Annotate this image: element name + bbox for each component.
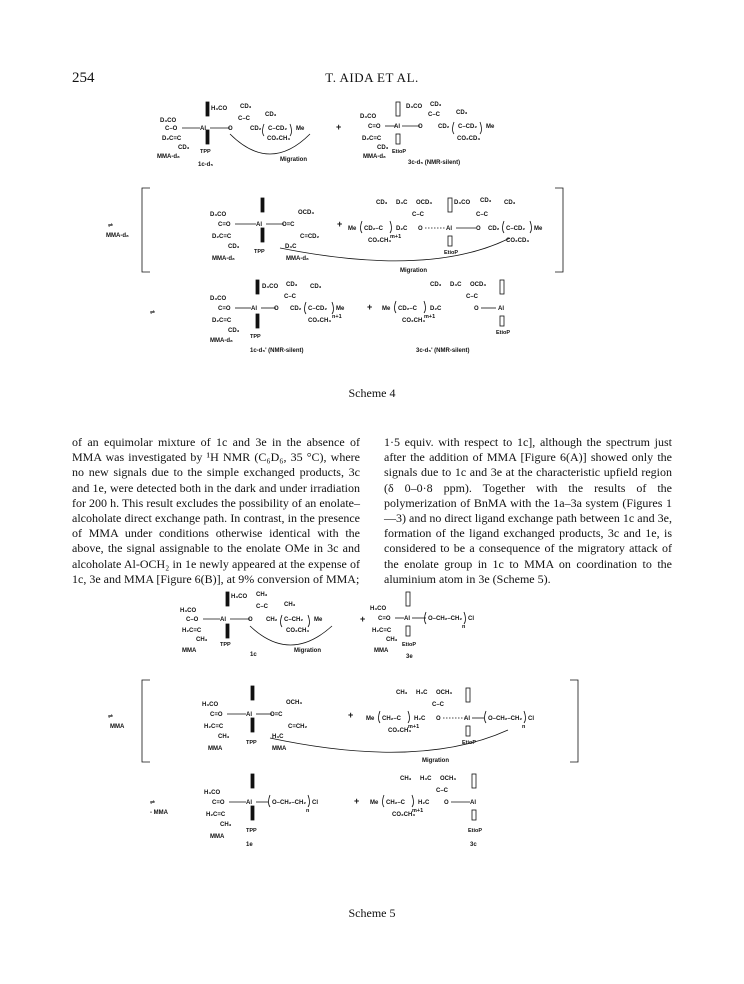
svg-text:C–C: C–C [428, 112, 441, 118]
svg-text:Me: Me [314, 617, 323, 623]
scheme-4-row1-right [360, 102, 495, 166]
svg-text:CH₃: CH₃ [400, 776, 412, 782]
svg-text:CO₂CH₃: CO₂CH₃ [267, 136, 291, 142]
scheme-4-label-1c-prime: 1c-d₅' (NMR-silent) [250, 348, 304, 354]
svg-text:C–C: C–C [284, 294, 297, 300]
svg-text:OCD₃: OCD₃ [416, 200, 433, 206]
svg-text:O: O [436, 716, 441, 722]
running-head: T. AIDA ET AL. [325, 70, 419, 85]
svg-text:C=CH₂: C=CH₂ [288, 724, 308, 730]
scheme-5-label-etiop-3: EtioP [468, 828, 483, 834]
svg-text:C–C: C–C [432, 702, 445, 708]
scheme-4-label-mma-d8-4: MMA-d₈ [212, 256, 235, 262]
svg-text:Me: Me [534, 226, 543, 232]
svg-text:CD₃: CD₃ [504, 200, 516, 206]
svg-text:Me: Me [348, 226, 357, 232]
svg-text:C–CD₂: C–CD₂ [268, 126, 288, 132]
scheme-4-label-tpp-3: TPP [250, 334, 261, 340]
svg-text:n: n [462, 624, 466, 630]
scheme-4-label-migration-2: Migration [400, 268, 427, 274]
scheme-5-row1-left [180, 592, 332, 658]
svg-text:CH₂–C: CH₂–C [386, 800, 406, 806]
svg-text:CD₂: CD₂ [250, 126, 262, 132]
svg-text:m+1: m+1 [424, 314, 436, 320]
svg-text:CO₂CH₃: CO₂CH₃ [392, 812, 416, 818]
body-text [72, 435, 672, 587]
svg-text:OCH₃: OCH₃ [440, 776, 457, 782]
scheme-4-row2-right [280, 198, 543, 274]
scheme-4-label-mma-d8-5: MMA-d₈ [286, 256, 309, 262]
svg-text:D₃CO: D₃CO [360, 114, 377, 120]
scheme-4-label-1c: 1c-d₅ [198, 162, 214, 168]
svg-text:D₃CO: D₃CO [210, 212, 227, 218]
svg-text:CH₂: CH₂ [266, 617, 278, 623]
svg-text:D₂C=C: D₂C=C [162, 136, 182, 142]
scheme-4-label-mma-d8-2: MMA-d₈ [363, 154, 386, 160]
svg-text:H₃C: H₃C [416, 690, 428, 696]
svg-text:m+1: m+1 [408, 724, 420, 730]
svg-text:Me: Me [366, 716, 375, 722]
svg-text:C–CD₂: C–CD₂ [458, 124, 478, 130]
scheme-5-label-etiop-1: EtioP [402, 642, 417, 648]
svg-text:Al: Al [246, 712, 252, 718]
svg-text:O: O [476, 226, 481, 232]
svg-text:O: O [474, 306, 479, 312]
svg-text:Al: Al [251, 306, 257, 312]
svg-text:+: + [367, 302, 373, 312]
svg-text:OCH₃: OCH₃ [436, 690, 453, 696]
svg-text:CO₂CH₃: CO₂CH₃ [308, 318, 332, 324]
svg-text:m+1: m+1 [412, 808, 424, 814]
svg-text:CH₃: CH₃ [196, 637, 208, 643]
svg-text:CD₂–C: CD₂–C [364, 226, 384, 232]
scheme-5-row1-right [370, 592, 474, 660]
svg-text:C=O: C=O [218, 306, 231, 312]
svg-text:+: + [354, 796, 360, 806]
svg-text:C=O: C=O [210, 712, 223, 718]
svg-text:Cl: Cl [528, 716, 534, 722]
scheme-5-row2-right [270, 688, 534, 764]
svg-text:CD₃: CD₃ [456, 110, 468, 116]
scheme-5-label-tpp-3: TPP [246, 828, 257, 834]
svg-text:D₂C: D₂C [396, 226, 408, 232]
scheme-5-diagram [100, 588, 650, 868]
svg-text:H₂C: H₂C [418, 800, 430, 806]
scheme-5-label-1e: 1e [246, 842, 253, 848]
svg-text:D₃CO: D₃CO [160, 118, 177, 124]
svg-text:Al: Al [446, 226, 452, 232]
scheme-4-label-mma-d8-3: MMA-d₈ [106, 233, 129, 239]
svg-text:H₃CO: H₃CO [231, 594, 248, 600]
svg-text:CO₂CH₃: CO₂CH₃ [286, 628, 310, 634]
scheme-4-row1-left [157, 102, 310, 168]
svg-text:O: O [444, 800, 449, 806]
scheme-4-row3-right [382, 280, 510, 354]
scheme-5-label-mma-4: MMA [208, 746, 223, 752]
svg-text:CD₃: CD₃ [430, 282, 442, 288]
svg-text:CD₃: CD₃ [265, 112, 277, 118]
svg-text:O–CH₂–CH₂: O–CH₂–CH₂ [428, 616, 463, 622]
svg-text:D₃C: D₃C [450, 282, 462, 288]
svg-text:OCD₃: OCD₃ [298, 210, 315, 216]
scheme-4-label-mma-d8: MMA-d₈ [157, 154, 180, 160]
svg-text:H₂C=C: H₂C=C [372, 628, 392, 634]
svg-text:D₃CO: D₃CO [454, 200, 471, 206]
scheme-5-label-1c: 1c [250, 652, 257, 658]
svg-text:D₃C: D₃C [285, 244, 297, 250]
scheme-5-row3-left [204, 774, 318, 848]
svg-text:Me: Me [486, 124, 495, 130]
svg-text:CD₃: CD₃ [430, 102, 442, 108]
svg-text:O: O [274, 306, 279, 312]
svg-text:+: + [348, 710, 354, 720]
scheme-5-label-mma-1: MMA [182, 648, 197, 654]
scheme-4-label-3c: 3c-d₅ (NMR-silent) [408, 160, 461, 166]
scheme-5-label-mma-2: MMA [374, 648, 389, 654]
svg-text:C–O: C–O [186, 617, 199, 623]
svg-text:CH₃: CH₃ [256, 592, 268, 598]
svg-text:+: + [337, 219, 343, 229]
svg-text:H₂C=C: H₂C=C [206, 812, 226, 818]
svg-text:H₂C: H₂C [414, 716, 426, 722]
scheme-4-label-etiop-3: EtioP [496, 330, 511, 336]
svg-text:C–C: C–C [412, 212, 425, 218]
svg-text:H₃CO: H₃CO [202, 702, 219, 708]
svg-text:CD₃: CD₃ [377, 145, 389, 151]
svg-text:OCH₃: OCH₃ [286, 700, 303, 706]
scheme-4-label-migration-1: Migration [280, 157, 307, 163]
svg-text:CD₂: CD₂ [488, 226, 500, 232]
svg-text:+: + [336, 122, 342, 132]
svg-text:CD₃: CD₃ [240, 104, 252, 110]
scheme-5-row3-right [370, 774, 482, 848]
svg-text:n: n [522, 724, 526, 730]
page-number: 254 [72, 70, 95, 86]
svg-text:Al: Al [200, 126, 206, 132]
svg-text:C=O: C=O [218, 222, 231, 228]
svg-text:C=O: C=O [368, 124, 381, 130]
scheme-4-caption: Scheme 4 [348, 386, 396, 400]
scheme-4-row3-left [210, 280, 345, 354]
scheme-5-label-mma-3: MMA [110, 724, 125, 730]
scheme-5-label-tpp-1: TPP [220, 642, 231, 648]
svg-text:CH₃: CH₃ [220, 822, 232, 828]
scheme-5-label-3e: 3e [406, 654, 413, 660]
svg-text:C–C: C–C [436, 788, 449, 794]
svg-text:Me: Me [382, 306, 391, 312]
scheme-5-label-etiop-2: EtioP [462, 740, 477, 746]
svg-text:m+1: m+1 [390, 234, 402, 240]
scheme-5-caption: Scheme 5 [348, 906, 396, 920]
svg-text:D₂C: D₂C [430, 306, 442, 312]
scheme-4-label-mma-d8-6: MMA-d₈ [210, 338, 233, 344]
svg-text:C–C: C–C [238, 116, 251, 122]
svg-text:C–CD₂: C–CD₂ [506, 226, 526, 232]
svg-text:C–C: C–C [256, 604, 269, 610]
svg-text:CD₃: CD₃ [480, 198, 492, 204]
svg-text:Al: Al [498, 306, 504, 312]
svg-text:C=O: C=O [212, 800, 225, 806]
scheme-4-label-tpp-1: TPP [200, 149, 211, 155]
scheme-5-label-migration-1: Migration [294, 648, 321, 654]
scheme-4-label-tpp-2: TPP [254, 249, 265, 255]
svg-text:⇌: ⇌ [108, 714, 114, 720]
scheme-5-label-minus-mma: - MMA [150, 810, 168, 816]
svg-text:CH₃: CH₃ [218, 734, 230, 740]
svg-text:+: + [360, 614, 366, 624]
svg-text:H₃C: H₃C [272, 734, 284, 740]
svg-text:⇌: ⇌ [108, 223, 114, 229]
svg-text:H₃CO: H₃CO [211, 106, 228, 112]
svg-text:CD₃: CD₃ [376, 200, 388, 206]
body-column-left: of an equimolar mixture of 1c and 3e in the absence of MMA was investigated by ¹H NMR (C₆D₆, 35 °C), where no new signals due to the simple exchanged products, 3c and 1e, were detected both in the dark and under irradiation for 200 h. This result excludes the possibility of an enolate–alcoholate direct exchange path. In contrast, in the presence of MMA under conditions otherwise identical with the above, the signal assignable to the enolate OMe in 3c and alcoholate Al-OCH₂ in 1e newly appeared at the expense of 1c, 3e and MMA [Figure 6(B)], at 9% conversion of MMA; [72, 435, 360, 586]
svg-text:CD₂: CD₂ [438, 124, 450, 130]
svg-text:O: O [248, 617, 253, 623]
scheme-4 [100, 100, 650, 370]
svg-text:H₃C: H₃C [420, 776, 432, 782]
svg-text:C–O: C–O [165, 126, 178, 132]
svg-text:CD₃: CD₃ [178, 145, 190, 151]
svg-text:Al: Al [256, 222, 262, 228]
svg-text:D₂C=C: D₂C=C [362, 136, 382, 142]
svg-text:C–CH₂: C–CH₂ [284, 617, 304, 623]
svg-text:Al: Al [246, 800, 252, 806]
svg-text:D₃CO: D₃CO [262, 284, 279, 290]
svg-text:C–C: C–C [476, 212, 489, 218]
page-header [72, 70, 672, 90]
svg-text:C=CD₂: C=CD₂ [300, 234, 320, 240]
svg-text:CD₃: CD₃ [228, 244, 240, 250]
svg-text:CO₂CH₃: CO₂CH₃ [368, 238, 392, 244]
svg-text:CD₃: CD₃ [310, 284, 322, 290]
svg-text:Me: Me [370, 800, 379, 806]
svg-text:CO₂CD₃: CO₂CD₃ [506, 238, 530, 244]
svg-text:Al: Al [220, 617, 226, 623]
svg-text:n+1: n+1 [332, 314, 342, 320]
svg-text:CH₃: CH₃ [284, 602, 296, 608]
scheme-4-label-etiop-2: EtioP [444, 250, 459, 256]
svg-text:⇌: ⇌ [150, 310, 156, 316]
svg-text:C–C: C–C [466, 294, 479, 300]
svg-text:Cl: Cl [312, 800, 318, 806]
scheme-5-label-mma-5: MMA [272, 746, 287, 752]
scheme-4-label-3c-prime: 3c-d₅' (NMR-silent) [416, 348, 470, 354]
svg-text:n: n [306, 808, 310, 814]
svg-text:CO₂CH₃: CO₂CH₃ [388, 728, 412, 734]
scheme-5 [100, 588, 650, 868]
svg-text:O=C: O=C [270, 712, 283, 718]
svg-text:Al: Al [404, 616, 410, 622]
svg-text:⇌: ⇌ [150, 800, 156, 806]
svg-text:CH₃: CH₃ [396, 690, 408, 696]
svg-text:Al: Al [394, 124, 400, 130]
svg-text:Al: Al [470, 800, 476, 806]
svg-text:Me: Me [296, 126, 305, 132]
svg-text:H₂C=C: H₂C=C [204, 724, 224, 730]
scheme-4-label-etiop-1: EtioP [392, 149, 407, 155]
svg-text:O: O [228, 126, 233, 132]
svg-text:O–CH₂–CH₂: O–CH₂–CH₂ [272, 800, 307, 806]
svg-text:D₃CO: D₃CO [406, 104, 423, 110]
svg-text:CH₂–C: CH₂–C [382, 716, 402, 722]
svg-text:D₂C=C: D₂C=C [212, 318, 232, 324]
svg-text:CD₃: CD₃ [228, 328, 240, 334]
svg-text:H₂C=C: H₂C=C [182, 628, 202, 634]
svg-text:Me: Me [336, 306, 345, 312]
scheme-5-label-tpp-2: TPP [246, 740, 257, 746]
svg-text:CH₃: CH₃ [386, 637, 398, 643]
svg-text:O–CH₂–CH₂: O–CH₂–CH₂ [488, 716, 523, 722]
svg-text:CD₂–C: CD₂–C [398, 306, 418, 312]
svg-text:O=C: O=C [282, 222, 295, 228]
scheme-5-label-3c: 3c [470, 842, 477, 848]
svg-text:CD₂: CD₂ [290, 306, 302, 312]
scheme-4-diagram [100, 100, 650, 370]
svg-text:D₂C=C: D₂C=C [212, 234, 232, 240]
scheme-5-label-mma-6: MMA [210, 834, 225, 840]
svg-text:O: O [418, 226, 423, 232]
svg-text:C=O: C=O [378, 616, 391, 622]
svg-text:C–CD₂: C–CD₂ [308, 306, 328, 312]
scheme-5-label-migration-2: Migration [422, 758, 449, 764]
svg-text:O: O [418, 124, 423, 130]
svg-text:OCD₃: OCD₃ [470, 282, 487, 288]
svg-text:H₃CO: H₃CO [370, 606, 387, 612]
svg-text:CO₂CD₃: CO₂CD₃ [457, 136, 481, 142]
svg-text:Cl: Cl [468, 616, 474, 622]
svg-text:H₃CO: H₃CO [180, 608, 197, 614]
svg-text:H₃CO: H₃CO [204, 790, 221, 796]
svg-text:CO₂CH₃: CO₂CH₃ [402, 318, 426, 324]
svg-text:Al: Al [464, 716, 470, 722]
svg-text:D₃CO: D₃CO [210, 296, 227, 302]
svg-text:D₃C: D₃C [396, 200, 408, 206]
svg-text:CD₃: CD₃ [286, 282, 298, 288]
body-column-right: 1·5 equiv. with respect to 1c], although the spectrum just after the addition of MMA [Figure 6(A)] showed only the signals due to 1c and 3e at the characteristic upfield region (δ 0–0·8 ppm). Together with the results of the polymerization of BnMA with the 1a–3a system (Figures 1—3) and no direct ligand exchange path between 1c and 3e, formation of the ligand exchanged products, 3c and 1e, is considered to be a consequence of the migratory attack of the enolate group in 1c to MMA on coordination to the aluminium atom in 3e (Scheme 5). [384, 435, 672, 586]
